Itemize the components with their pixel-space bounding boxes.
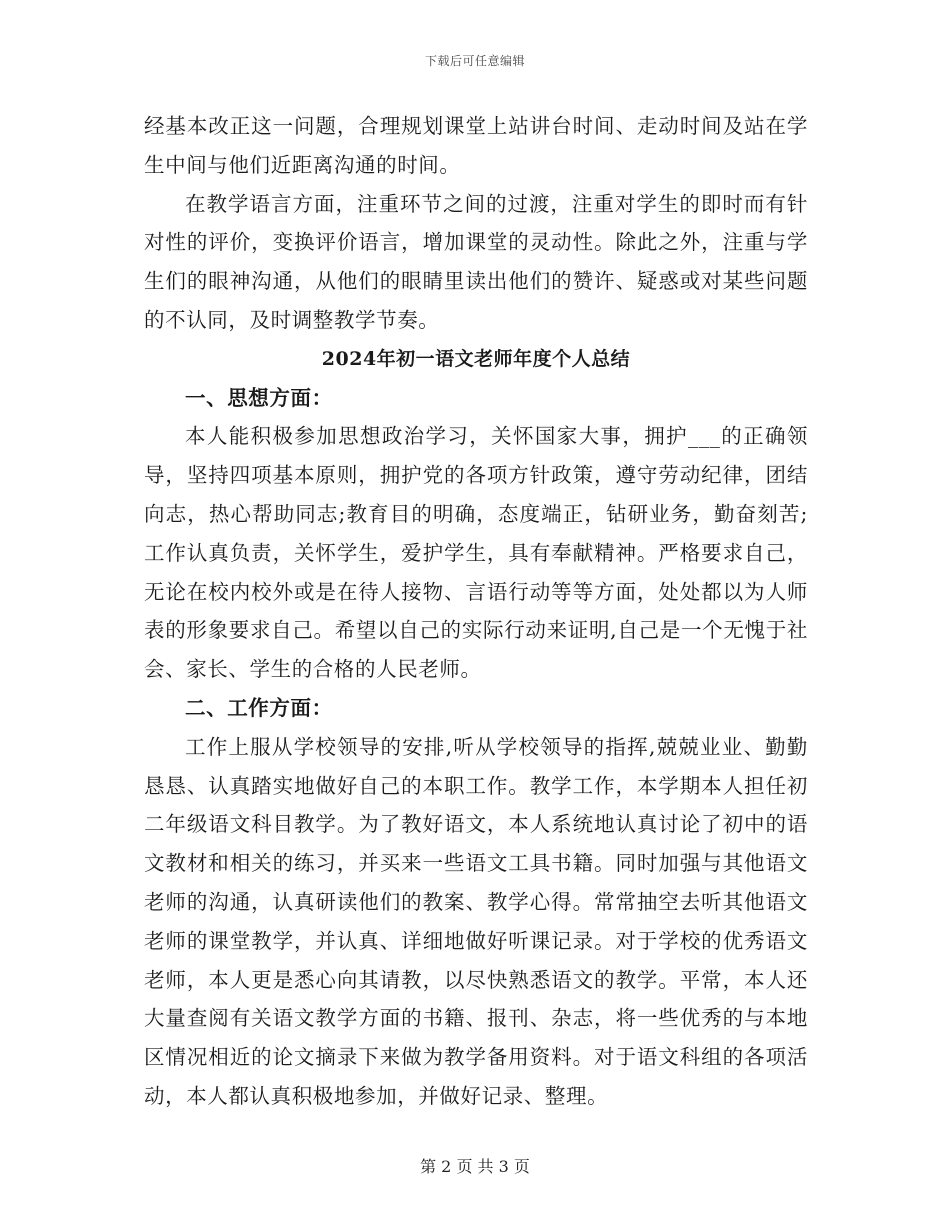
- document-body: [144, 107, 808, 1116]
- paragraph-ideology: 本人能积极参加思想政治学习，关怀国家大事，拥护___的正确领导，坚持四项基本原则，拥护党的各项方针政策，遵守劳动纪律，团结向志，热心帮助同志;教育目的明确，态度端正，钻研业务，勤奋刻苦;工作认真负责，关怀学生，爱护学生，具有奉献精神。严格要求自己，无论在校内校外或是在待人接物、言语行动等等方面，处处都以为人师表的形象要求自己。希望以自己的实际行动来证明,自己是一个无愧于社会、家长、学生的合格的人民老师。: [144, 424, 808, 682]
- document-title: 2024年初一语文老师年度个人总结: [321, 347, 631, 370]
- paragraph-work: 工作上服从学校领导的安排,听从学校领导的指挥,兢兢业业、勤勤恳恳、认真踏实地做好自己的本职工作。教学工作，本学期本人担任初二年级语文科目教学。为了教好语文，本人系统地认真讨论了初中的语文教材和相关的练习，并买来一些语文工具书籍。同时加强与其他语文老师的沟通，认真研读他们的教案、教学心得。常常抽空去听其他语文老师的课堂教学，并认真、详细地做好听课记录。对于学校的优秀语文老师，本人更是悉心向其请教，以尽快熟悉语文的教学。平常，本人还大量查阅有关语文教学方面的书籍、报刊、杂志，将一些优秀的与本地区情况相近的论文摘录下来做为教学备用资料。对于语文科组的各项活动，本人都认真积极地参加，并做好记录、整理。: [144, 734, 808, 1108]
- paragraph-teaching-language: 在教学语言方面，注重环节之间的过渡，注重对学生的即时而有针对性的评价，变换评价语言，增加课堂的灵动性。除此之外，注重与学生们的眼神沟通，从他们的眼睛里读出他们的赞许、疑惑或对某些问题的不认同，及时调整教学节奏。: [144, 191, 808, 332]
- section-heading-work: 二、工作方面：: [185, 695, 333, 720]
- page-number: 第 2 页 共 3 页: [420, 1157, 530, 1176]
- paragraph-continued: 经基本改正这一问题，合理规划课堂上站讲台时间、走动时间及站在学生中间与他们近距离沟通的时间。: [144, 114, 808, 177]
- page-header: 下载后可任意编辑: [424, 54, 525, 68]
- section-heading-ideology: 一、思想方面：: [185, 385, 333, 410]
